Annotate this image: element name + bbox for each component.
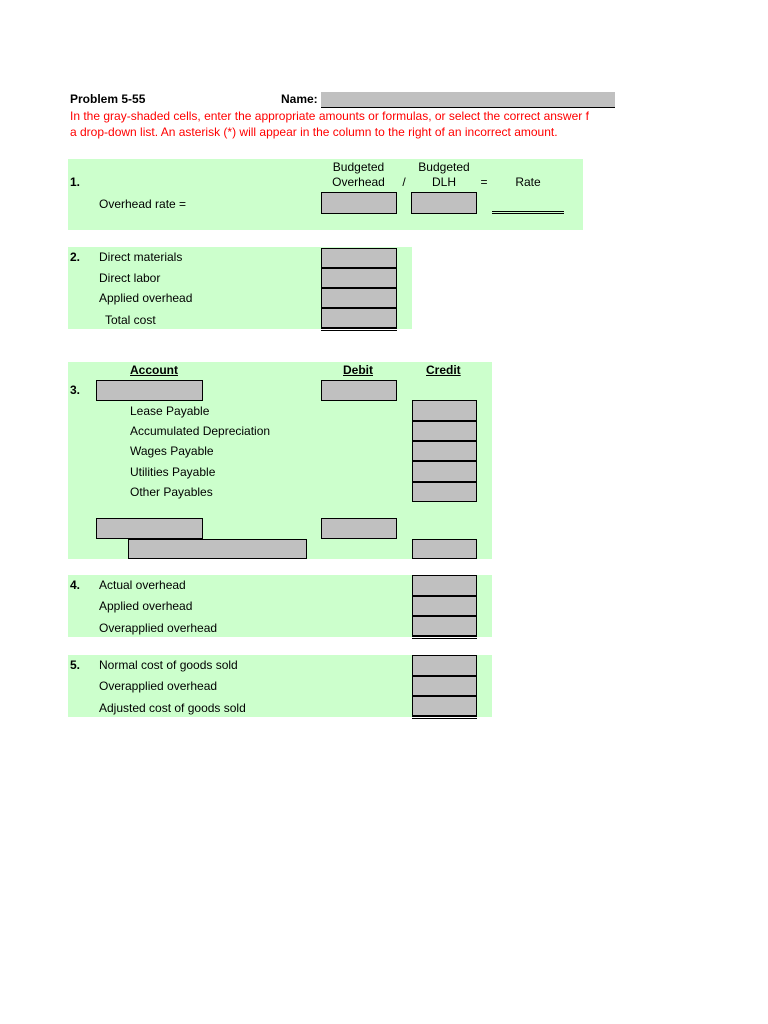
normal-cogs-label: Normal cost of goods sold — [99, 658, 238, 672]
name-label: Name: — [281, 92, 318, 106]
other-payables-credit-input[interactable] — [412, 482, 477, 502]
instructions-line1: In the gray-shaded cells, enter the appropriate amounts or formulas, or select the correct answer f — [70, 109, 589, 123]
overapplied-overhead-input-5[interactable] — [412, 676, 477, 696]
section-1-number: 1. — [70, 175, 81, 189]
rate-header: Rate — [515, 175, 541, 189]
lease-payable-label: Lease Payable — [130, 404, 210, 418]
account-header: Account — [130, 363, 178, 377]
adjusted-cogs-double-underline — [412, 716, 477, 719]
direct-labor-label: Direct labor — [99, 271, 161, 285]
lease-payable-credit-input[interactable] — [412, 400, 477, 421]
section-5-number: 5. — [70, 658, 81, 672]
second-credit-account-select[interactable] — [128, 539, 307, 559]
section-2-number: 2. — [70, 250, 81, 264]
adjusted-cogs-label: Adjusted cost of goods sold — [99, 701, 246, 715]
overhead-rate-label: Overhead rate = — [99, 197, 187, 211]
applied-overhead-label-4: Applied overhead — [99, 599, 193, 613]
debit-amount-input[interactable] — [321, 380, 397, 401]
divide-symbol: / — [402, 175, 406, 189]
budgeted-dlh-header-line2: DLH — [431, 175, 456, 189]
overapplied-overhead-label-4: Overapplied overhead — [99, 621, 218, 635]
second-debit-amount-input[interactable] — [321, 518, 397, 539]
instructions-line2: a drop-down list. An asterisk (*) will appear in the column to the right of an incorrect amount. — [70, 125, 558, 139]
direct-labor-input[interactable] — [321, 268, 397, 288]
other-payables-label: Other Payables — [130, 485, 213, 499]
applied-overhead-input-4[interactable] — [412, 596, 477, 616]
budgeted-dlh-input[interactable] — [411, 192, 477, 214]
debit-account-select[interactable] — [96, 380, 203, 401]
utilities-payable-label: Utilities Payable — [130, 465, 216, 479]
problem-title: Problem 5-55 — [70, 92, 146, 106]
budgeted-overhead-input[interactable] — [321, 192, 397, 214]
overapplied-overhead-double-underline — [412, 636, 477, 639]
second-debit-account-select[interactable] — [96, 518, 203, 539]
accumulated-depreciation-label: Accumulated Depreciation — [130, 424, 271, 438]
actual-overhead-label: Actual overhead — [99, 578, 186, 592]
applied-overhead-label: Applied overhead — [99, 291, 193, 305]
overapplied-overhead-input-4[interactable] — [412, 616, 477, 636]
section-3-number: 3. — [70, 383, 81, 397]
budgeted-overhead-header-line2: Overhead — [332, 175, 385, 189]
normal-cogs-input[interactable] — [412, 655, 477, 676]
budgeted-overhead-header-line1: Budgeted — [332, 160, 385, 174]
total-cost-double-underline — [321, 328, 397, 331]
overapplied-overhead-label-5: Overapplied overhead — [99, 679, 218, 693]
direct-materials-input[interactable] — [321, 248, 397, 268]
wages-payable-label: Wages Payable — [130, 444, 214, 458]
accumulated-depreciation-credit-input[interactable] — [412, 421, 477, 441]
second-credit-amount-input[interactable] — [412, 539, 477, 559]
total-cost-label: Total cost — [105, 313, 156, 327]
credit-header: Credit — [426, 363, 461, 377]
actual-overhead-input[interactable] — [412, 575, 477, 596]
direct-materials-label: Direct materials — [99, 250, 183, 264]
applied-overhead-input[interactable] — [321, 288, 397, 308]
section-4-number: 4. — [70, 578, 81, 592]
wages-payable-credit-input[interactable] — [412, 441, 477, 461]
debit-header: Debit — [343, 363, 373, 377]
name-input[interactable] — [321, 92, 615, 108]
rate-result-underline — [492, 211, 564, 214]
utilities-payable-credit-input[interactable] — [412, 461, 477, 482]
total-cost-input[interactable] — [321, 308, 397, 328]
equals-symbol: = — [480, 175, 488, 189]
adjusted-cogs-input[interactable] — [412, 696, 477, 716]
budgeted-dlh-header-line1: Budgeted — [418, 160, 470, 174]
